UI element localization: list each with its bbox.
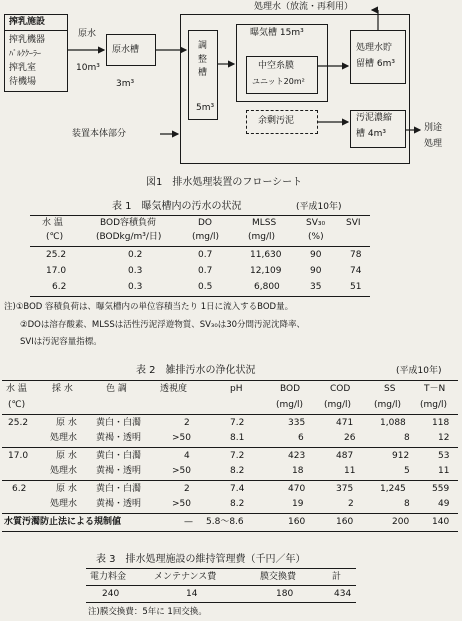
facility-title: 搾乳施設 (9, 17, 46, 27)
table2-cell: 2 (348, 499, 354, 509)
table2-cell: 1,088 (380, 418, 406, 428)
table2-header: BOD (280, 384, 301, 394)
table2-cell: 559 (432, 484, 450, 494)
table1-header: (%) (308, 232, 324, 242)
table1-header: (mg/l) (248, 232, 276, 242)
membrane-unit: ユニット20m² (252, 77, 305, 86)
table2-cell: 12 (438, 433, 450, 443)
table2-cell: 912 (392, 451, 410, 461)
table2-cell: 5.8～8.6 (206, 517, 244, 527)
table2-cell: 8.2 (230, 499, 245, 509)
table1-cell: 6,800 (254, 282, 280, 292)
table2-cell: 26 (344, 433, 356, 443)
table2-cell: 200 (392, 517, 410, 527)
table2-cell: 黄白・白濁 (96, 484, 142, 494)
table2-cell: 140 (432, 517, 450, 527)
table2-cell: >50 (172, 433, 191, 443)
table2-cell: 11 (438, 466, 450, 476)
table1-header: (mg/l) (192, 232, 220, 242)
table2-cell: 11 (344, 466, 356, 476)
table2-cell: 原 水 (56, 484, 77, 494)
facility-item: ﾊﾞﾙｸｸｰﾗｰ (9, 49, 41, 58)
table3-cell: 240 (102, 589, 120, 599)
table2-cell: 8 (404, 499, 410, 509)
table1-cell: 51 (350, 282, 362, 292)
table2-cell: >50 (172, 466, 191, 476)
sludge-thickener-label: 汚泥濃縮 (356, 113, 393, 123)
table2-cell: 黄褐・透明 (96, 466, 142, 476)
table1-cell: 0.3 (128, 282, 143, 292)
table2-cell: 黄白・白濁 (96, 418, 142, 428)
table2-cell: 335 (288, 418, 306, 428)
table1-header: SV₃₀ (306, 218, 326, 228)
table1-note: SVIは汚泥容量指標。 (20, 337, 102, 347)
table2-cell: 7.4 (230, 484, 245, 494)
table2-header: (mg/l) (420, 400, 448, 410)
treated-storage-volume: 留槽 6m³ (356, 59, 395, 69)
table2-cell: 17.0 (8, 451, 29, 461)
table2-header: (mg/l) (374, 400, 402, 410)
aeration-label: 曝気槽 15m³ (250, 28, 304, 38)
adjust-tank-label: 調 整 槽 (198, 41, 208, 78)
table3-title: 表 3 排水処理施設の維持管理費（千円／年） (96, 554, 306, 565)
table2-cell: 487 (336, 451, 354, 461)
regulation-label: 水質汚濁防止法による規制値 (4, 517, 122, 527)
table2-cell: 2 (184, 484, 190, 494)
table2-cell: 160 (336, 517, 354, 527)
table2-cell: 4 (184, 451, 190, 461)
table2-cell: 8.2 (230, 466, 245, 476)
table2-header: (mg/l) (324, 400, 352, 410)
raw-tank-label: 原水槽 (112, 45, 140, 55)
table3-header: 電力料金 (90, 572, 127, 582)
separate-label: 別途 (424, 123, 443, 133)
table2-cell: 黄褐・透明 (96, 433, 142, 443)
table1-cell: 6.2 (52, 282, 67, 292)
table2-header: 色 調 (106, 384, 127, 394)
table1-header: DO (198, 218, 213, 228)
membrane-label: 中空糸膜 (258, 61, 295, 71)
facility-item: 搾乳機器 (9, 35, 46, 45)
table1-note: ②DOは溶存酸素、MLSSは活性汚泥浮遊物質、SV₃₀は30分間汚泥沈降率、 (20, 320, 306, 330)
table1-header: MLSS (252, 218, 277, 228)
table2-cell: 471 (336, 418, 354, 428)
table1-cell: 0.3 (128, 266, 143, 276)
table2-header: (mg/l) (276, 400, 304, 410)
flow-arrows (0, 0, 462, 180)
table1-header: BOD容積負荷 (100, 218, 157, 228)
table1-cell: 35 (310, 282, 322, 292)
table2-cell: 8 (404, 433, 410, 443)
table2-cell: 1,245 (380, 484, 406, 494)
table1-cell: 74 (350, 266, 362, 276)
table2-cell: 黄褐・透明 (96, 499, 142, 509)
facility-item: 待機場 (9, 77, 37, 87)
table2-cell: 49 (438, 499, 450, 509)
table1-header: (℃) (46, 232, 64, 242)
table2-cell: 黄白・白濁 (96, 451, 142, 461)
table2-cell: — (184, 517, 193, 527)
table2-title: 表 2 雑排汚水の浄化状況 (136, 365, 256, 376)
figure-caption: 図1 排水処理装置のフローシート (146, 177, 303, 188)
table1-note: 注)①BOD 容積負荷は、曝気槽内の単位容積当たり 1日に流入するBOD量。 (4, 302, 294, 312)
table1-cell: 0.5 (198, 282, 213, 292)
table2-cell: 423 (288, 451, 306, 461)
table1-header: SVI (346, 218, 361, 228)
table1-cell: 0.7 (198, 266, 213, 276)
table3-header: 膜交換費 (260, 572, 297, 582)
table1-header: (BODkg/m³/日) (96, 232, 162, 242)
table3-header: 計 (332, 572, 342, 582)
table1-cell: 25.2 (46, 250, 67, 260)
table1-header: 水 温 (42, 218, 63, 228)
table1-cell: 12,109 (250, 266, 282, 276)
table2-cell: 処理水 (50, 466, 78, 476)
table2-cell: 6 (298, 433, 304, 443)
table2-cell: 処理水 (50, 499, 78, 509)
table2-cell: 53 (438, 451, 450, 461)
table1-year: (平成10年) (296, 202, 342, 212)
table2-header: pH (230, 384, 243, 394)
table3-cell: 434 (334, 589, 352, 599)
raw-tank-volume: 3m³ (116, 79, 135, 89)
device-body-label: 装置本体部分 (72, 129, 127, 139)
table3-note: 注)膜交換費：5年に 1回交換。 (88, 607, 207, 617)
treated-water-top-label: 処理水（放流・再利用） (254, 2, 354, 12)
table2-cell: 470 (288, 484, 306, 494)
table1-cell: 0.2 (128, 250, 143, 260)
table2-header: T－N (424, 384, 446, 394)
table1-cell: 0.7 (198, 250, 213, 260)
table3-cell: 180 (276, 589, 294, 599)
table2-cell: 19 (292, 499, 304, 509)
table2-header: 水 温 (6, 384, 27, 394)
table2-cell: 処理水 (50, 433, 78, 443)
table2-cell: 原 水 (56, 418, 77, 428)
table3-cell: 14 (186, 589, 198, 599)
table2-cell: 375 (336, 484, 354, 494)
table2-cell: 7.2 (230, 418, 245, 428)
table2-cell: 160 (288, 517, 306, 527)
table2-year: (平成10年) (396, 366, 442, 376)
table1-cell: 78 (350, 250, 362, 260)
table1-cell: 90 (310, 266, 322, 276)
table3-header: メンテナンス費 (154, 572, 217, 582)
table2-header: SS (384, 384, 396, 394)
table2-cell: 118 (432, 418, 450, 428)
treated-storage-label: 処理水貯 (356, 43, 393, 53)
table2-cell: 原 水 (56, 451, 77, 461)
table1-cell: 11,630 (250, 250, 282, 260)
table2-cell: 7.2 (230, 451, 245, 461)
table2-cell: 5 (404, 466, 410, 476)
raw-flow-value: 10m³ (76, 63, 100, 73)
table2-header: (℃) (8, 400, 26, 410)
table2-header: 透視度 (160, 384, 188, 394)
table1-cell: 17.0 (46, 266, 67, 276)
table2-cell: 2 (184, 418, 190, 428)
surplus-sludge-label: 余剰汚泥 (258, 116, 295, 126)
facility-item: 搾乳室 (9, 63, 37, 73)
table2-cell: 6.2 (12, 484, 27, 494)
sludge-thickener-volume: 槽 4m³ (356, 129, 386, 139)
table2-header: 採 水 (52, 384, 73, 394)
table2-cell: 25.2 (8, 418, 29, 428)
table2-header: COD (330, 384, 351, 394)
separate-label-2: 処理 (424, 139, 443, 149)
table2-cell: 18 (292, 466, 304, 476)
table2-cell: >50 (172, 499, 191, 509)
raw-water-label: 原水 (78, 29, 97, 39)
table1-cell: 90 (310, 250, 322, 260)
adjust-tank-volume: 5m³ (196, 103, 215, 113)
table1-title: 表 1 曝気槽内の汚水の状況 (112, 201, 242, 212)
table2-cell: 8.1 (230, 433, 245, 443)
